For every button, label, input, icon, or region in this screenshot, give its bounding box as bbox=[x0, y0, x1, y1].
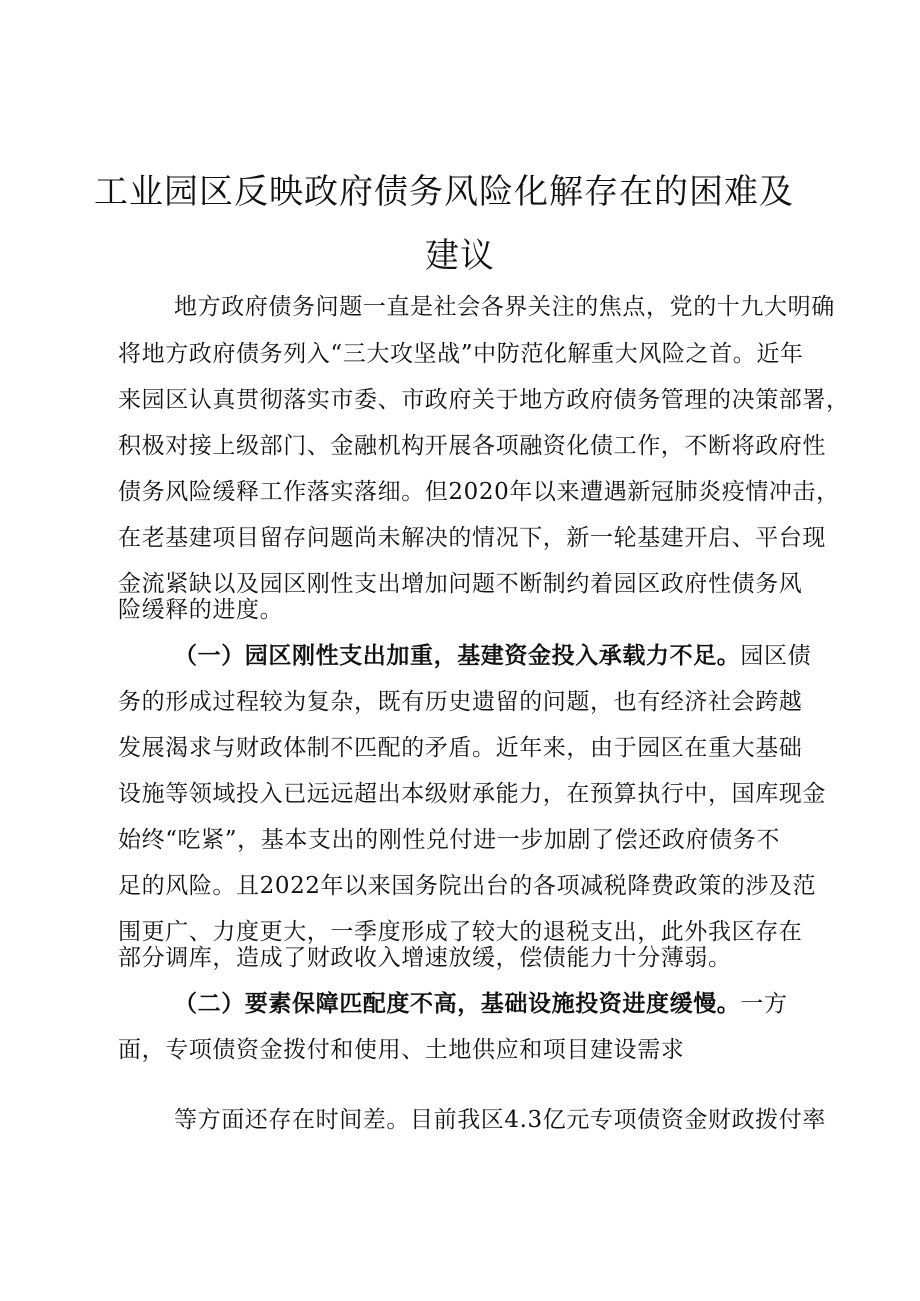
paragraph-1-line-1: 地方政府债务问题一直是社会各界关注的焦点，党的十九大明确 bbox=[174, 294, 835, 320]
paragraph-1-line-8: 险缓释的进度。 bbox=[118, 597, 284, 623]
paragraph-3-heading-rest: 一方 bbox=[740, 991, 788, 1017]
paragraph-2-line-6: 足的风险。且2022年以来国务院出台的各项减税降费政策的涉及范 bbox=[118, 873, 817, 899]
paragraph-2-line-8: 部分调库，造成了财政收入增速放缓，偿债能力十分薄弱。 bbox=[118, 945, 732, 971]
paragraph-1-line-7: 金流紧缺以及园区刚性支出增加问题不断制约着园区政府性债务风 bbox=[118, 571, 803, 597]
paragraph-2-line-7: 围更广、力度更大，一季度形成了较大的退税支出，此外我区存在 bbox=[118, 919, 803, 945]
paragraph-2-line-3: 发展渴求与财政体制不匹配的矛盾。近年来，由于园区在重大基础 bbox=[118, 735, 803, 761]
section-heading-1: （一）园区刚性支出加重，基建资金投入承载力不足。 bbox=[174, 642, 741, 669]
paragraph-1-line-2: 将地方政府债务列入“三大攻坚战”中防范化解重大风险之首。近年 bbox=[118, 341, 804, 367]
section-heading-2: （二）要素保障匹配度不高，基础设施投资进度缓慢。 bbox=[174, 990, 741, 1017]
paragraph-2-line-4: 设施等领域投入已远远超出本级财承能力，在预算执行中，国库现金 bbox=[118, 781, 826, 807]
document-title-line-1: 工业园区反映政府债务风险化解存在的困难及 bbox=[94, 172, 794, 212]
paragraph-3-line-1 bbox=[174, 989, 788, 1019]
paragraph-1-line-5: 债务风险缓释工作落实落细。但2020年以来遭遇新冠肺炎疫情冲击， bbox=[118, 479, 840, 505]
paragraph-2-heading-rest: 园区债 bbox=[740, 643, 812, 669]
paragraph-2-line-1 bbox=[174, 641, 811, 671]
paragraph-2-line-2: 务的形成过程较为复杂，既有历史遗留的问题，也有经济社会跨越 bbox=[118, 689, 803, 715]
paragraph-4-line-1: 等方面还存在时间差。目前我区4.3亿元专项债资金财政拨付率 bbox=[174, 1107, 826, 1133]
paragraph-1-line-6: 在老基建项目留存问题尚未解决的情况下，新一轮基建开启、平台现 bbox=[118, 525, 826, 551]
paragraph-2-line-5: 始终“吃紧”，基本支出的刚性兑付进一步加剧了偿还政府债务不 bbox=[118, 827, 780, 853]
paragraph-1-line-3: 来园区认真贯彻落实市委、市政府关于地方政府债务管理的决策部署， bbox=[118, 387, 850, 413]
paragraph-3-line-2: 面，专项债资金拨付和使用、土地供应和项目建设需求 bbox=[118, 1037, 685, 1063]
paragraph-1-line-4: 积极对接上级部门、金融机构开展各项融资化债工作，不断将政府性 bbox=[118, 433, 826, 459]
document-title-line-2: 建议 bbox=[425, 236, 495, 276]
